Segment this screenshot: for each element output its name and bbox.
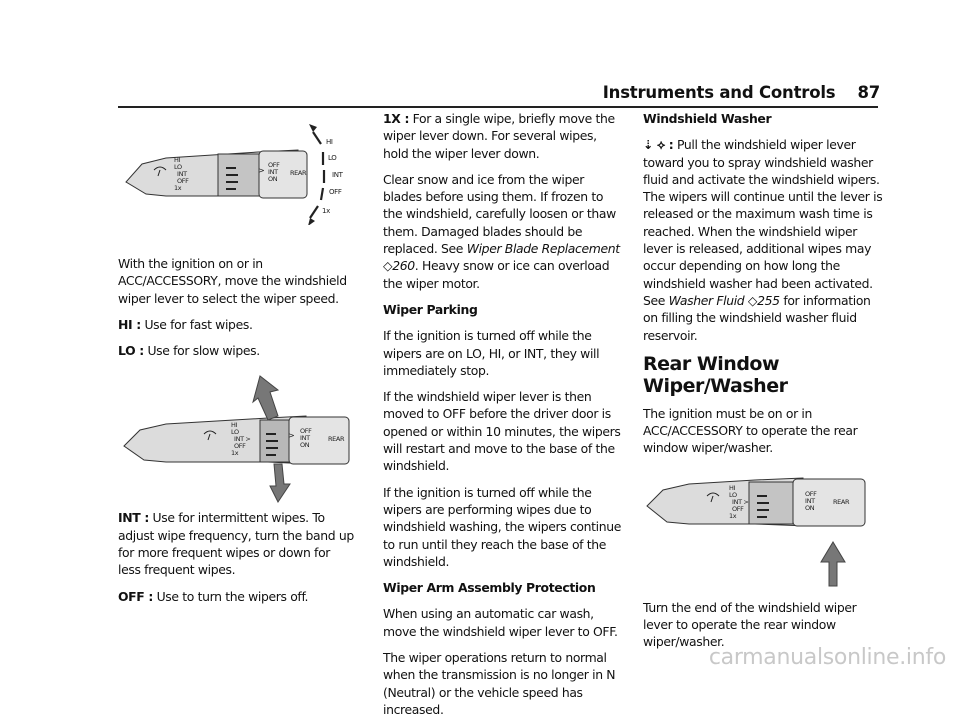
label-lo: LO (174, 163, 182, 171)
svg-text:REAR: REAR (328, 435, 345, 444)
column-2 (383, 110, 623, 727)
svg-text:OFF: OFF (300, 427, 312, 436)
arrow-gt-2: > (288, 431, 295, 441)
svg-text:REAR: REAR (833, 497, 850, 506)
svg-text:1x: 1x (729, 511, 737, 520)
column-3 (643, 110, 883, 660)
svg-text:INT >: INT > (732, 497, 749, 506)
position-lo: LO (328, 154, 337, 162)
svg-text:OFF: OFF (732, 504, 744, 513)
svg-text:HI: HI (729, 483, 736, 492)
off-item: OFF : Use to turn the wipers off. (118, 588, 309, 604)
svg-text:INT: INT (300, 434, 310, 443)
intro-text: With the ignition on or in ACC/ACCESSORY, move the windshield wiper lever to select the wiper speed. (118, 256, 347, 306)
svg-text:ON: ON (300, 441, 310, 450)
svg-text:LO: LO (231, 428, 239, 437)
ref-symbol: ◇ (383, 258, 393, 274)
washer-fluid-link[interactable]: Washer Fluid (668, 292, 745, 308)
svg-text:INT >: INT > (234, 435, 251, 444)
page-header (603, 83, 880, 102)
washer-text: ⇣ ⟡ : Pull the windshield wiper lever toward you to spray windshield washer fluid and activate the windshield wipers. The wipers will continue until the lever is released or the maximum wash time is reached. When the windshield wiper lever is released, additional wipes may occur depending on how long the windshield washer had been activated. See Washer Fluid ◇255 for information on filling the windshield washer fluid reservoir. (643, 137, 883, 343)
svg-text:OFF: OFF (805, 489, 817, 498)
arm-protection-heading: Wiper Arm Assembly Protection (383, 580, 596, 596)
label-1x: 1x (174, 184, 182, 192)
svg-text:OFF: OFF (234, 442, 246, 451)
windshield-washer-heading: Windshield Washer (643, 111, 772, 126)
label-off2: OFF (268, 161, 280, 169)
rear-wiper-title: Rear Window Wiper/Washer (643, 352, 788, 397)
position-hi: HI (326, 138, 333, 146)
arm-para-2: The wiper operations return to normal when the transmission is no longer in N (Neutral) or the vehicle speed has increased. (383, 650, 616, 717)
position-off: OFF (329, 188, 342, 196)
watermark: carmanualsonline.info (708, 645, 946, 670)
column-1 (118, 110, 356, 614)
arm-para-1: When using an automatic car wash, move the windshield wiper lever to OFF. (383, 606, 618, 639)
band-down-arrow-icon (270, 464, 290, 502)
svg-text:LO: LO (729, 490, 737, 499)
header-rule (118, 106, 878, 108)
wiper-lever-figure-2 (118, 368, 358, 503)
hi-item: HI : Use for fast wipes. (118, 316, 253, 332)
wiper-parking-heading: Wiper Parking (383, 301, 478, 317)
label-off: OFF (177, 177, 189, 185)
arrow-up-icon (309, 124, 317, 132)
clear-snow-text: Clear snow and ice from the wiper blades before using them. If frozen to the windshield, carefully loosen or thaw them. Damaged blades should be replaced. See Wiper Blade Replacement ◇260. Heavy snow or ice can overload the wiper motor. (383, 171, 620, 291)
position-1x: 1x (322, 207, 330, 215)
position-int: INT (332, 171, 343, 179)
svg-text:INT: INT (805, 496, 815, 505)
arrow-gt: > (258, 166, 265, 175)
page-ref-260[interactable]: 260 (392, 258, 415, 274)
onex-item: 1X : For a single wipe, briefly move the wiper lever down. For several wipes, hold the wiper lever down. (383, 111, 615, 161)
parking-para-3: If the ignition is turned off while the wipers are performing wipes due to windshield washing, the wipers continue to run until they reach the base of the windshield. (383, 484, 622, 569)
label-int2: INT (268, 168, 278, 176)
wiper-lever-figure-3 (643, 466, 883, 591)
rear-para-1: The ignition must be on or in ACC/ACCESSORY to operate the rear window wiper/washer. (643, 405, 858, 456)
parking-para-2: If the windshield wiper lever is then moved to OFF before the driver door is opened or within 10 minutes, the wipers will restart and move to the base of the windshield. (383, 389, 621, 474)
parking-para-1: If the ignition is turned off while the wipers are on LO, HI, or INT, they will immediately stop. (383, 328, 600, 378)
page-ref-255[interactable]: 255 (757, 292, 780, 308)
rear-para-2: Turn the end of the windshield wiper lever to operate the rear window wiper/washer. (643, 599, 857, 650)
svg-text:HI: HI (231, 421, 238, 430)
washer-icon: ⇣ ⟡ : (643, 137, 674, 153)
label-on: ON (268, 175, 278, 183)
section-title: Instruments and Controls (602, 83, 836, 102)
svg-text:ON: ON (805, 503, 815, 512)
wiper-lever-figure-1 (118, 110, 358, 225)
svg-text:1x: 1x (231, 449, 239, 458)
rear-up-arrow-icon (821, 542, 845, 586)
band-up-arrow-icon (253, 376, 278, 420)
label-int: INT (177, 170, 187, 178)
wiper-blade-link[interactable]: Wiper Blade Replacement (466, 241, 620, 257)
page-number: 87 (857, 83, 880, 102)
label-hi: HI (174, 156, 181, 164)
lo-item: LO : Use for slow wipes. (118, 343, 260, 359)
label-rear: REAR (290, 169, 307, 177)
arrow-down-icon (308, 218, 315, 225)
int-item: INT : Use for intermittent wipes. To adjust wipe frequency, turn the band up for more frequent wipes or down for less frequent wipes. (118, 510, 354, 578)
